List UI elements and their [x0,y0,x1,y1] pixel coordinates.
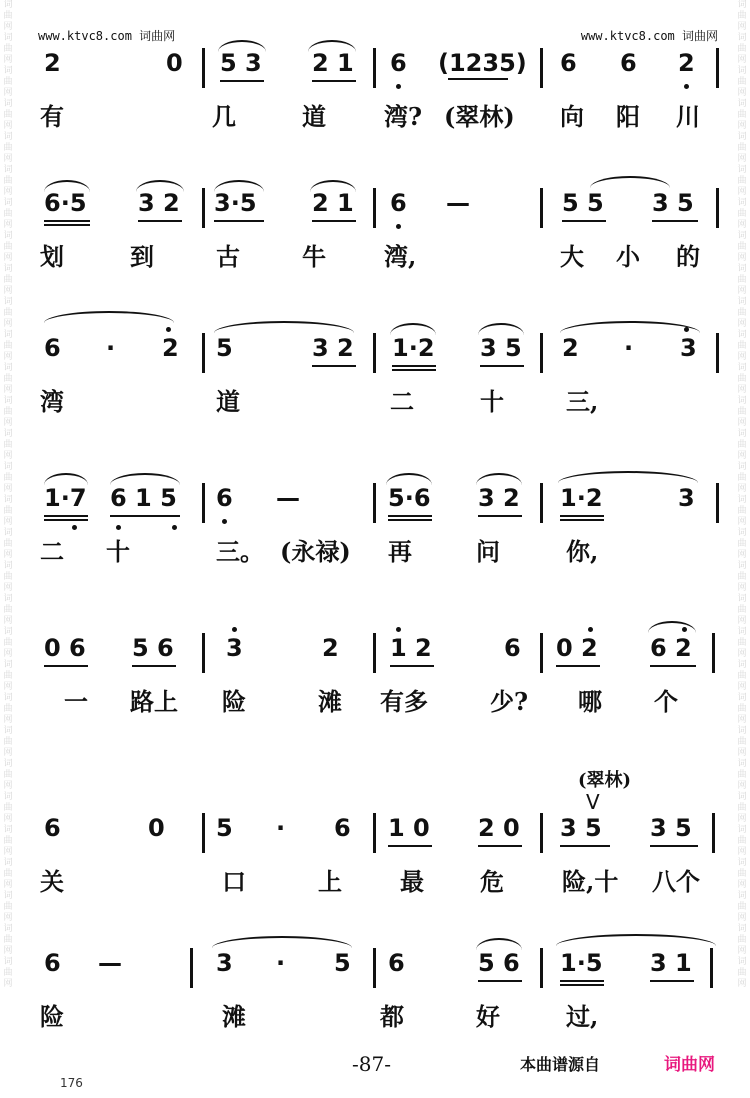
score-row-7 [0,910,750,1040]
score-row-3 [0,295,750,425]
lyric: 到 [130,242,154,271]
note: 3 5 [480,334,522,362]
slur [590,176,670,188]
slur [136,180,184,192]
lyric: 关 [40,867,64,896]
underline [560,519,604,521]
note: · [624,334,634,362]
underline [560,984,604,986]
left-watermark: 词曲网词曲网词曲网词曲网词曲网词曲网词曲网词曲网词曲网词曲网词曲网词曲网词曲网词曲网词曲网词曲网词曲网词曲网词曲网词曲网词曲网词曲网词曲网词曲网词曲网词曲网词曲网词曲网词曲网词曲网 [3,0,13,989]
slur [212,936,352,948]
note: 6 2 [650,634,692,662]
slur [556,934,716,946]
barline [716,333,719,373]
note: 5 [216,334,233,362]
lyric: 小 [616,242,640,271]
underline [560,845,610,847]
note: 3 [680,334,697,362]
slur [390,323,436,335]
breath-mark: V [586,790,600,814]
note: — [276,484,300,512]
note: 2 0 [478,814,520,842]
note: 3 5 [650,814,692,842]
underline [478,980,522,982]
slur [560,321,700,333]
underline [478,515,522,517]
site-url-right[interactable]: www.ktvc8.com 词曲网 [580,29,718,43]
note: 5 [216,814,233,842]
lyric: 都 [380,1002,404,1031]
underline [388,845,432,847]
underline [110,515,180,517]
singer-annotation: (翠林) [578,770,632,791]
dot [116,525,121,530]
underline [556,665,600,667]
barline [540,633,543,673]
lyric: 少? [490,687,529,716]
note: · [276,949,286,977]
barline [202,483,205,523]
dot [682,627,687,632]
slur [308,40,356,52]
lyric: (翠林) [444,102,515,131]
source-label: 本曲谱源自 [520,1055,601,1074]
note: 6 [44,814,61,842]
barline [373,948,376,988]
note: 1·2 [560,484,603,512]
lyric: 大 [560,242,584,271]
brand-link[interactable]: 词曲网 [664,1055,715,1075]
lyric: 滩 [222,1002,246,1031]
lyric: 好 [476,1002,500,1031]
note: 3 2 [478,484,520,512]
barline [716,188,719,228]
lyric: 道 [216,387,240,416]
note: 6 [390,189,407,217]
note: 2 [162,334,179,362]
lyric: 最 [400,867,424,896]
note: 2 1 [312,49,354,77]
lyric: 几 [212,102,236,131]
lyric: 的 [676,242,700,271]
note: 6 [620,49,637,77]
note: 3 [216,949,233,977]
lyric: 二 [40,537,64,566]
note: 3 5 [560,814,602,842]
note: 2 [562,334,579,362]
note: 3 1 [650,949,692,977]
slur [218,40,266,52]
slur [44,180,90,192]
underline [214,220,264,222]
slur [478,323,524,335]
lyric: 川 [676,102,700,131]
underline [480,365,524,367]
lyric: 道 [302,102,326,131]
note: 6 [560,49,577,77]
lyric: 古 [216,242,240,271]
score-row-6 [0,775,750,905]
slur [44,473,88,485]
barline [373,483,376,523]
barline [716,483,719,523]
lyric: 一 [64,687,88,716]
lyric: 三。 [216,537,264,566]
underline [388,515,432,517]
lyric: 危 [480,867,504,896]
lyric: 二 [390,387,414,416]
barline [712,633,715,673]
note: 5 6 [132,634,174,662]
underline [388,519,432,521]
barline [540,48,543,88]
note: · [106,334,116,362]
underline [44,224,90,226]
score-row-4 [0,445,750,575]
lyric: 问 [476,537,500,566]
note: 6 [388,949,405,977]
dot [684,327,689,332]
dot [588,627,593,632]
barline [373,633,376,673]
score-row-2 [0,150,750,280]
underline [652,220,698,222]
underline [392,369,436,371]
note: 3 [678,484,695,512]
slur [476,938,522,950]
lyric: 十 [106,537,130,566]
note: 5 5 [562,189,604,217]
lyric: 八个 [652,867,700,896]
underline [44,665,88,667]
note: 3 [226,634,243,662]
note: 2 [44,49,61,77]
lyric: 险 [40,1002,64,1031]
note: 6 [334,814,351,842]
slur [214,321,354,333]
underline [44,515,88,517]
barline [202,813,205,853]
lyric: 阳 [616,102,640,131]
note: 6·5 [44,189,87,217]
note: 2 [678,49,695,77]
dot [72,525,77,530]
note: 6 1 5 [110,484,177,512]
underline [560,515,604,517]
slur [476,473,522,485]
underline [312,220,356,222]
barline [540,333,543,373]
note: 5 6 [478,949,520,977]
note: 5·6 [388,484,431,512]
note: 5 [334,949,351,977]
barline [373,813,376,853]
barline [202,633,205,673]
slur [44,311,174,323]
underline [650,845,698,847]
note: 3·5 [214,189,257,217]
note: 6 [390,49,407,77]
barline [540,483,543,523]
lyric: 滩 [318,687,342,716]
note: 2 1 [312,189,354,217]
note: 3 2 [138,189,180,217]
note: 6 [216,484,233,512]
lyric: 有 [40,102,64,131]
dot [684,84,689,89]
underline [560,980,604,982]
barline [540,813,543,853]
note: 1 0 [388,814,430,842]
barline [540,948,543,988]
note: 5 3 [220,49,262,77]
dot [396,627,401,632]
lyric: 个 [654,687,678,716]
lyric: 向 [560,102,584,131]
underline [312,80,356,82]
barline [540,188,543,228]
note: — [446,189,470,217]
note: (1235) [438,49,527,77]
dot [172,525,177,530]
underline [650,665,696,667]
lyric: 口 [222,867,246,896]
lyric: 划 [40,242,64,271]
barline [373,333,376,373]
note: 3 2 [312,334,354,362]
lyric: 险 [222,687,246,716]
lyric: 哪 [578,687,602,716]
underline [312,365,356,367]
dot [166,327,171,332]
note: 3 5 [652,189,694,217]
underline [650,980,694,982]
note: 0 2 [556,634,598,662]
lyric: (永禄) [280,537,351,566]
note: 1 2 [390,634,432,662]
lyric: 再 [388,537,412,566]
lyric: 有多 [380,687,428,716]
barline [202,333,205,373]
underline [392,365,436,367]
lyric: 三, [566,387,599,416]
underline [132,665,176,667]
lyric: 险,十 [562,867,619,896]
note: 1·7 [44,484,87,512]
lyric: 湾 [40,387,64,416]
page-corner-number: 176 [60,1076,83,1090]
lyric: 牛 [302,242,326,271]
lyric: 湾? [384,102,423,131]
underline [390,665,434,667]
note: 0 [148,814,165,842]
underline [562,220,606,222]
dot [232,627,237,632]
underline [448,78,508,80]
lyric: 你, [566,537,599,566]
note: 1·2 [392,334,435,362]
site-url-left[interactable]: www.ktvc8.com 词曲网 [38,29,176,43]
barline [710,948,713,988]
note: 6 [504,634,521,662]
slur [386,473,432,485]
note: 6 [44,334,61,362]
score-row-1 [0,10,750,140]
note: 2 [322,634,339,662]
note: · [276,814,286,842]
barline [190,948,193,988]
underline [220,80,264,82]
slur [214,180,264,192]
underline [44,220,90,222]
barline [712,813,715,853]
underline [44,519,88,521]
dot [222,519,227,524]
page-number: -87- [352,1052,391,1076]
barline [202,188,205,228]
barline [202,48,205,88]
barline [716,48,719,88]
slur [110,473,180,485]
barline [373,188,376,228]
lyric: 路上 [130,687,178,716]
score-row-5 [0,595,750,725]
slur [558,471,698,483]
barline [373,48,376,88]
note: — [98,949,122,977]
right-watermark: 词曲网词曲网词曲网词曲网词曲网词曲网词曲网词曲网词曲网词曲网词曲网词曲网词曲网词曲网词曲网词曲网词曲网词曲网词曲网词曲网词曲网词曲网词曲网词曲网词曲网词曲网词曲网词曲网词曲网词曲网 [737,0,747,989]
lyric: 十 [480,387,504,416]
note: 1·5 [560,949,603,977]
lyric: 过, [566,1002,599,1031]
underline [138,220,182,222]
dot [396,84,401,89]
note: 6 [44,949,61,977]
dot [396,224,401,229]
lyric: 湾, [384,242,417,271]
slur [310,180,356,192]
lyric: 上 [318,867,342,896]
slur [648,621,696,633]
note: 0 [166,49,183,77]
note: 0 6 [44,634,86,662]
underline [478,845,522,847]
